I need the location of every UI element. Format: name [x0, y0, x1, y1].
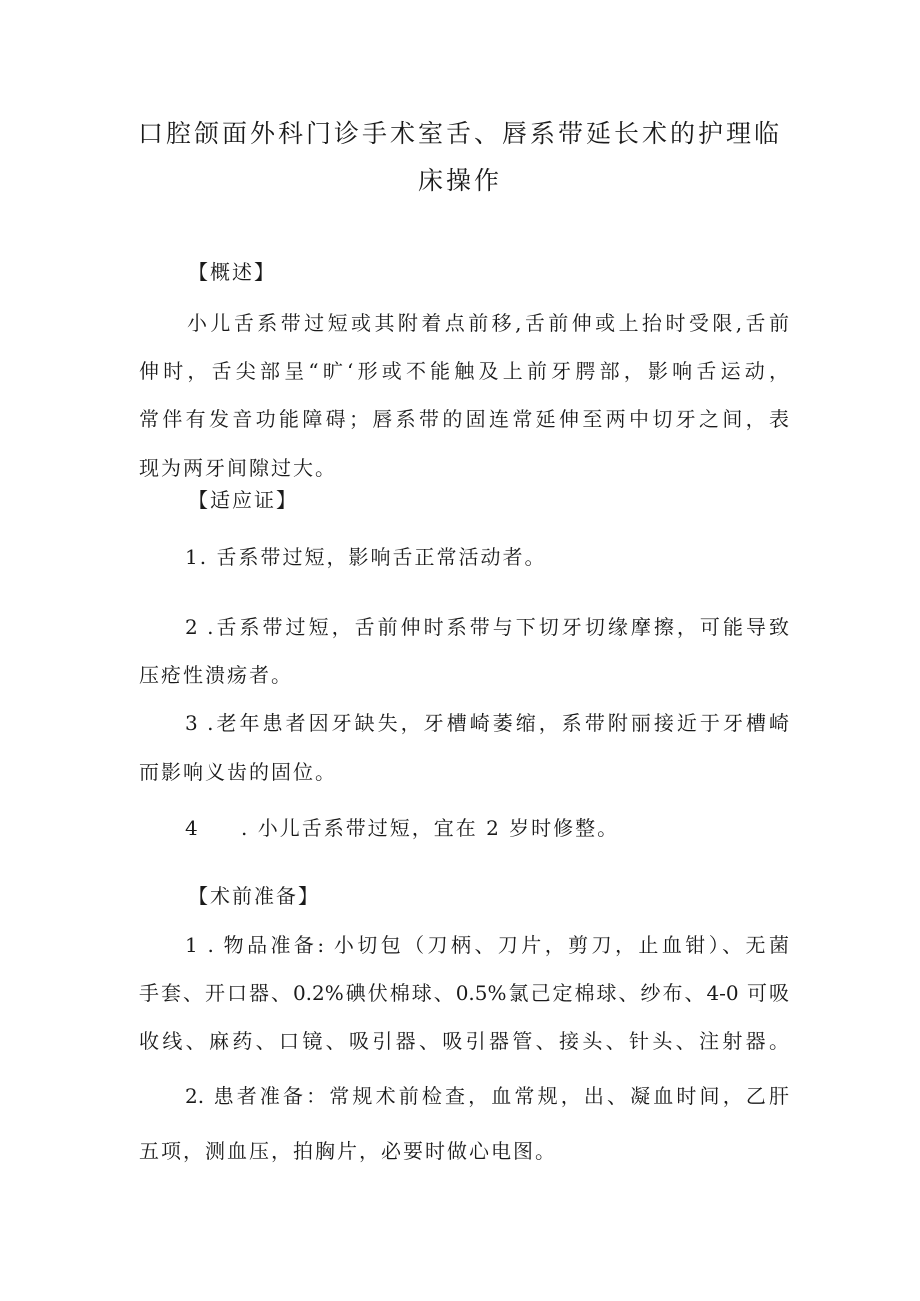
overview-line-2: 伸时，舌尖部呈“旷‘形或不能触及上前牙腭部，影响舌运动，: [139, 359, 789, 383]
indication-item-4-number: 4: [185, 816, 200, 840]
document-title-line-1: 口腔颌面外科门诊手术室舌、唇系带延长术的护理临: [137, 119, 782, 148]
overview-line-1: 小儿舌系带过短或其附着点前移,舌前伸或上抬时受限,舌前: [187, 311, 789, 335]
preop-item-1-line-2: 手套、开口器、0.2%碘伏棉球、0.5%氯己定棉球、纱布、4-0 可吸: [139, 981, 789, 1005]
indication-item-2-line-2: 压疮性溃疡者。: [139, 663, 293, 687]
preop-item-1-line-3: 收线、麻药、口镜、吸引器、吸引器管、接头、针头、注射器。: [139, 1029, 789, 1053]
overview-line-4: 现为两牙间隙过大。: [139, 456, 337, 480]
indication-item-3-line-2: 而影响义齿的固位。: [139, 760, 337, 784]
section-heading-preop: 【术前准备】: [188, 884, 320, 908]
document-title-line-2: 床操作: [417, 166, 502, 195]
preop-item-1-line-1: 1 . 物品准备: 小切包（刀柄、刀片，剪刀，止血钳）、无菌: [185, 933, 789, 957]
indication-item-1: 1. 舌系带过短，影响舌正常活动者。: [185, 545, 547, 569]
preop-item-2-line-1: 2. 患者准备：常规术前检查，血常规，出、凝血时间，乙肝: [185, 1084, 789, 1108]
preop-item-2-line-2: 五项，测血压，拍胸片，必要时做心电图。: [139, 1139, 557, 1163]
section-heading-overview: 【概述】: [188, 260, 276, 284]
indication-item-2-line-1: 2 .舌系带过短，舌前伸时系带与下切牙切缘摩擦，可能导致: [185, 615, 789, 639]
indication-item-3-line-1: 3 .老年患者因牙缺失，牙槽崎萎缩，系带附丽接近于牙槽崎: [185, 711, 789, 735]
indication-item-4-text: . 小儿舌系带过短，宜在 2 岁时修整。: [241, 816, 620, 840]
overview-line-3: 常伴有发音功能障碍；唇系带的固连常延伸至两中切牙之间，表: [139, 407, 789, 431]
section-heading-indications: 【适应证】: [188, 488, 298, 512]
